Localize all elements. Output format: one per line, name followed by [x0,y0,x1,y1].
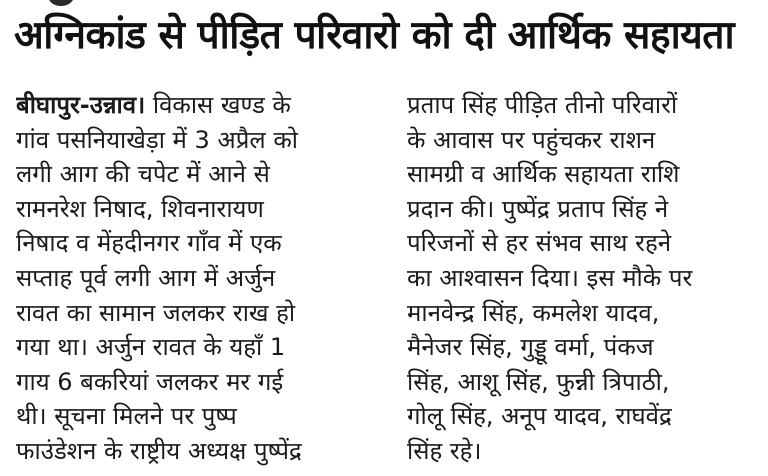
body-line: रावत का सामान जलकर राख हो [16,298,296,327]
body-line: गोलू सिंह, अनूप यादव, राघवेंद्र [407,402,672,431]
body-line: मानवेन्द्र सिंह, कमलेश यादव, [407,298,660,327]
article-column-left [16,88,371,469]
body-line: गया था। अर्जुन रावत के यहाँ 1 [16,333,286,362]
body-line [16,88,371,123]
body-line: के आवास पर पहुंचकर राशन [407,125,656,154]
body-line: थी। सूचना मिलने पर पुष्प [16,402,237,431]
article-headline: अग्निकांड से पीड़ित परिवारो को दी आर्थिक सहायता [14,13,735,58]
body-line: गांव पसनियाखेड़ा में 3 अप्रैल को [16,125,298,154]
body-line: फाउंडेशन के राष्ट्रीय अध्यक्ष पुष्पेंद्र [16,436,302,465]
body-text: विकास खण्ड के [145,91,291,119]
body-line: सिंह, आशू सिंह, फुन्नी त्रिपाठी, [407,367,670,396]
body-line: मैनेजर सिंह, गुड्डू वर्मा, पंकज [407,333,654,362]
body-line: रामनरेश निषाद, शिवनारायण [16,194,264,223]
article-dateline: बीघापुर-उन्नाव। [16,91,146,119]
body-line: का आश्वासन दिया। इस मौके पर [407,263,693,292]
body-line: सप्ताह पूर्व लगी आग में अर्जुन [16,263,276,292]
body-line: प्रदान की। पुष्पेंद्र प्रताप सिंह ने [407,194,669,223]
body-line: निषाद व मेंहदीनगर गाँव में एक [16,229,282,258]
body-line: गाय 6 बकरियां जलकर मर गई [16,367,284,396]
body-line: सिंह रहे। [407,436,482,465]
body-line: प्रताप सिंह पीड़ित तीनो परिवारों [407,91,678,119]
body-line: सामग्री व आर्थिक सहायता राशि [407,160,680,189]
article-column-right [407,88,757,469]
body-line: परिजनों से हर संभव साथ रहने [407,229,672,258]
corner-ink-mark [48,0,74,6]
body-line: लगी आग की चपेट में आने से [16,160,270,189]
